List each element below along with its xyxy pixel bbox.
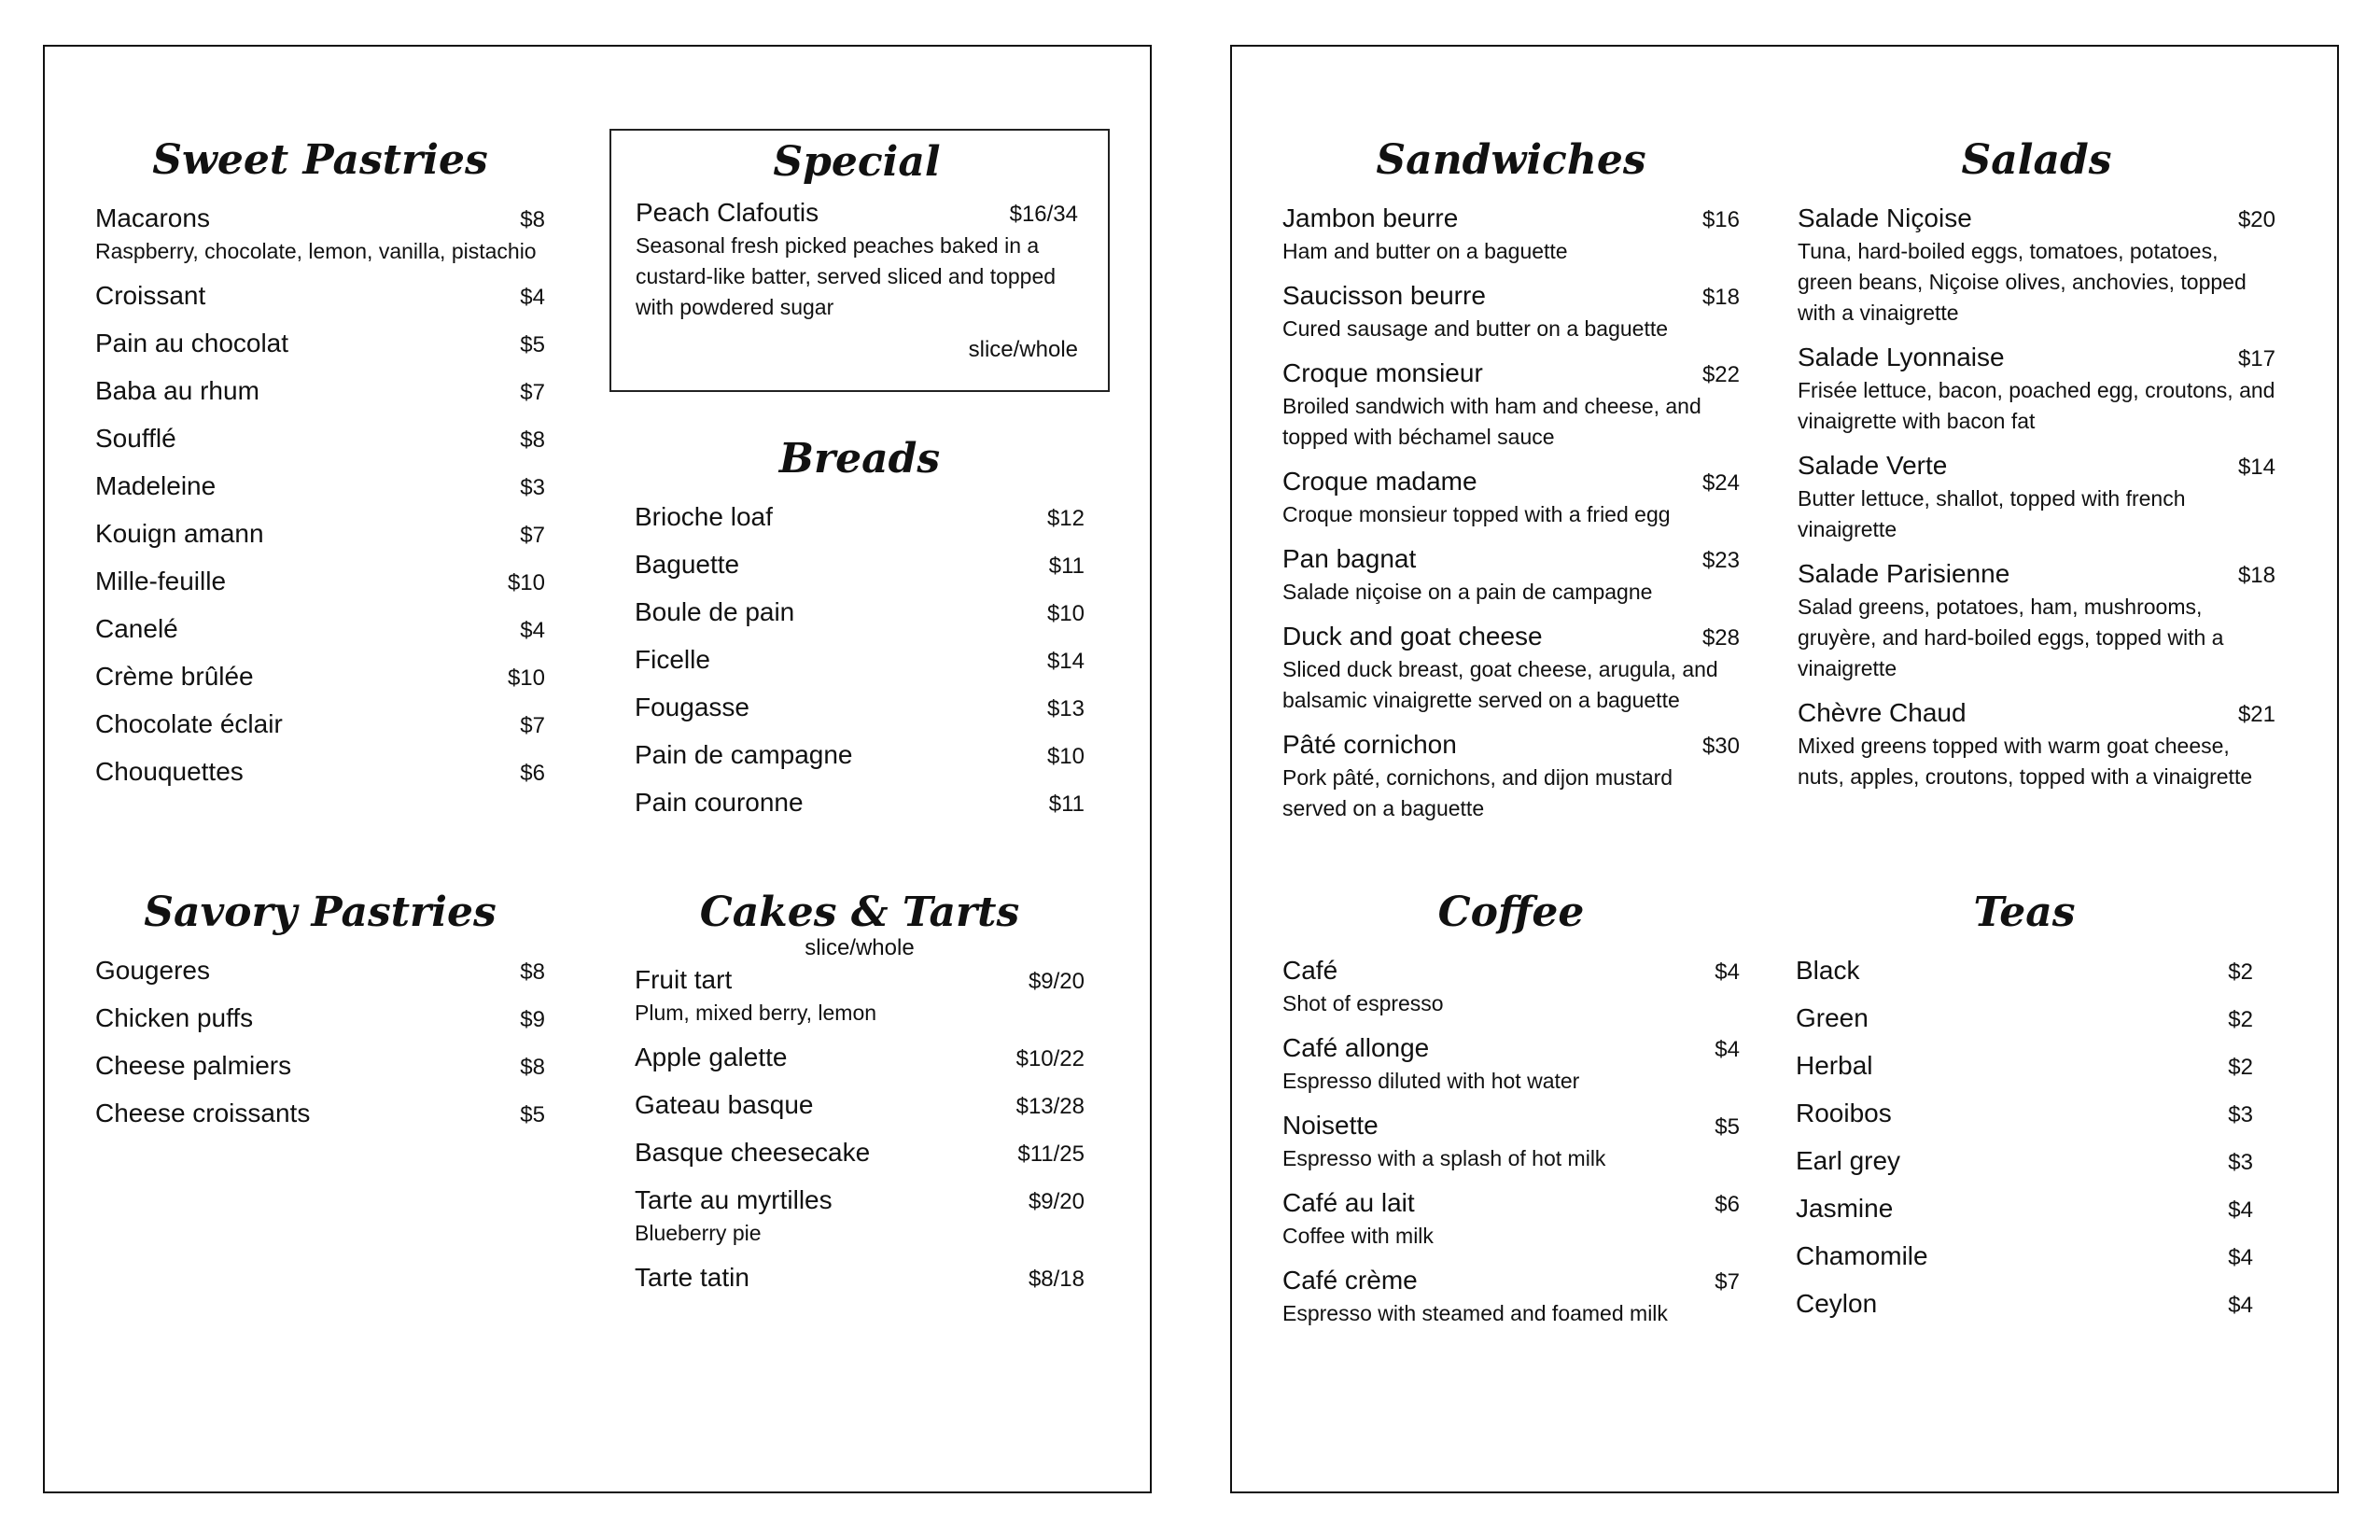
menu-item-name: Pain de campagne [635,740,853,769]
menu-item-name: Pâté cornichon [1282,730,1457,759]
menu-item [635,1041,1085,1076]
menu-item [635,595,1085,631]
menu-item [95,1097,545,1132]
item-list [635,963,1085,1296]
section-special [609,129,1110,392]
menu-item [1796,1049,2253,1085]
menu-item-price: $8/18 [1028,1267,1085,1292]
menu-item [1796,1144,2253,1180]
menu-item-price: $2 [2228,959,2253,985]
menu-item-name: Pain au chocolat [95,329,289,357]
menu-item [1282,202,1740,267]
menu-item [1796,1239,2253,1275]
item-list [1798,202,2275,792]
menu-item [635,786,1085,821]
menu-item-name: Soufflé [95,424,176,453]
menu-item-row [95,612,545,648]
menu-item [95,954,545,989]
menu-item-name: Basque cheesecake [635,1138,871,1167]
menu-item-name: Crème brûlée [95,662,254,691]
menu-item-row [95,755,545,791]
menu-item-name: Chouquettes [95,757,244,786]
menu-item [1796,1192,2253,1227]
menu-item-row [1282,1109,1740,1144]
menu-item [95,374,545,410]
menu-item-price: $12 [1046,506,1085,531]
menu-item-name: Rooibos [1796,1099,1892,1127]
menu-item-description: Shot of espresso [1282,991,1444,1015]
menu-item-price: $23 [1701,548,1740,573]
menu-item-description: Espresso diluted with hot water [1282,1069,1580,1093]
menu-item-description: Frisée lettuce, bacon, poached egg, croutons, and vinaigrette with bacon fat [1798,378,2275,433]
menu-item-description: Cured sausage and butter on a baguette [1282,316,1669,341]
menu-item-price: $18 [2237,563,2275,588]
menu-item-price: $8 [520,427,545,453]
menu-item [95,469,545,505]
menu-item [1798,202,2275,329]
menu-item-description: Coffee with milk [1282,1224,1434,1248]
menu-item-price: $4 [2228,1245,2253,1270]
menu-item [1796,1001,2253,1037]
item-list [1282,202,1740,824]
menu-item-row [95,327,545,362]
menu-item-name: Peach Clafoutis [636,198,819,227]
menu-item-row [635,1136,1085,1171]
menu-item-name: Chicken puffs [95,1003,254,1032]
menu-item-name: Café allonge [1282,1033,1430,1062]
menu-item-price: $4 [2228,1197,2253,1223]
menu-item-name: Jasmine [1796,1194,1894,1223]
menu-item-price: $10 [507,665,545,691]
menu-item-name: Baguette [635,550,740,579]
menu-item-description: Mixed greens topped with warm goat cheese, nuts, apples, croutons, topped with a vinaigrette [1798,734,2253,789]
section-coffee [1282,889,1740,1341]
menu-item-name: Brioche loaf [635,502,773,531]
menu-item [1282,1264,1740,1329]
menu-item [635,738,1085,774]
menu-item-row [1282,465,1740,500]
menu-item-price: $18 [1701,285,1740,310]
menu-item-price: $3 [2228,1102,2253,1127]
menu-item [635,1261,1085,1296]
menu-item [1282,1186,1740,1252]
menu-item-row [1282,1031,1740,1067]
menu-item [1282,1109,1740,1174]
menu-item-row [1798,696,2275,732]
menu-item-row [95,279,545,315]
menu-item-price: $8 [520,1055,545,1080]
menu-item-price: $10/22 [1015,1046,1085,1071]
menu-item-name: Croque madame [1282,467,1477,496]
menu-item-name: Pain couronne [635,788,804,817]
item-list [1796,954,2253,1323]
menu-item-price: $7 [520,523,545,548]
menu-item-row [1282,279,1740,315]
menu-item [1282,954,1740,1019]
menu-item-row [635,1041,1085,1076]
menu-item-price: $7 [520,713,545,738]
menu-item-row [1282,620,1740,655]
menu-item-row [1798,341,2275,376]
menu-item-price: $13/28 [1015,1094,1085,1119]
menu-item [635,1183,1085,1249]
menu-item-price: $5 [520,332,545,357]
menu-item-row [1796,954,2253,989]
menu-item [1282,279,1740,344]
item-list [95,202,545,791]
menu-item-name: Ficelle [635,645,710,674]
menu-page-right [1230,45,2339,1493]
menu-item-name: Tarte au myrtilles [635,1185,833,1214]
section-savory-pastries [95,889,545,1144]
menu-item [1282,542,1740,608]
menu-item [95,202,545,267]
menu-item-name: Salade Niçoise [1798,203,1972,232]
menu-item-price: $9/20 [1028,969,1085,994]
section-salads [1798,136,2275,805]
section-title: Teas [1973,889,2076,936]
menu-item-description: Ham and butter on a baguette [1282,239,1568,263]
menu-item-name: Duck and goat cheese [1282,622,1543,651]
menu-item-price: $28 [1701,625,1740,651]
menu-item-name: Apple galette [635,1043,788,1071]
menu-item [1798,696,2275,792]
menu-item-name: Chocolate éclair [95,709,283,738]
menu-item-row [635,500,1085,536]
section-title: Coffee [1437,889,1585,936]
menu-item-price: $3 [2228,1150,2253,1175]
menu-item-row [95,660,545,695]
menu-item-row [1796,1049,2253,1085]
menu-item-name: Gougeres [95,956,210,985]
menu-item-price: $16 [1701,207,1740,232]
menu-item-price: $3 [520,475,545,500]
menu-item-row [636,196,1078,231]
menu-item-price: $11 [1048,553,1085,579]
menu-item-description: Pork pâté, cornichons, and dijon mustard served on a baguette [1282,765,1673,820]
menu-item-name: Salade Verte [1798,451,1948,480]
menu-item-row [1282,954,1740,989]
menu-item-name: Salade Lyonnaise [1798,343,2005,371]
menu-item-row [1282,542,1740,578]
menu-item [95,517,545,553]
menu-item [95,755,545,791]
menu-item-row [1798,557,2275,593]
menu-item-row [1796,1001,2253,1037]
menu-item-name: Gateau basque [635,1090,814,1119]
item-list [95,954,545,1132]
menu-item-name: Chamomile [1796,1241,1928,1270]
menu-item-row [635,963,1085,999]
menu-item-price: $2 [2228,1055,2253,1080]
menu-item-price: $11 [1048,791,1085,817]
menu-item-row [1282,202,1740,237]
menu-item-row [1796,1097,2253,1132]
menu-item-name: Kouign amann [95,519,264,548]
menu-page-left [43,45,1152,1493]
menu-item-description: Croque monsieur topped with a fried egg [1282,502,1671,526]
menu-item-row [1796,1144,2253,1180]
menu-item-description: Espresso with steamed and foamed milk [1282,1301,1668,1325]
menu-item-row [95,565,545,600]
menu-item-name: Café crème [1282,1266,1418,1295]
menu-item-name: Fruit tart [635,965,733,994]
menu-item [95,1001,545,1037]
menu-item [95,660,545,695]
special-footnote: slice/whole [968,337,1078,362]
menu-item-price: $10 [507,570,545,595]
menu-item-name: Canelé [95,614,178,643]
menu-item-row [635,1261,1085,1296]
menu-item [1798,341,2275,437]
menu-item-price: $24 [1701,470,1740,496]
menu-item-price: $8 [520,207,545,232]
section-title: Salads [1961,136,2112,184]
menu-item-row [1282,1264,1740,1299]
menu-item [1798,449,2275,545]
menu-item-price: $6 [1715,1192,1740,1217]
section-title: Sweet Pastries [152,136,488,184]
menu-item-price: $22 [1701,362,1740,387]
menu-item-row [95,422,545,457]
menu-item-name: Ceylon [1796,1289,1878,1318]
menu-item-price: $9/20 [1028,1189,1085,1214]
menu-item-row [1282,357,1740,392]
menu-item-description: Blueberry pie [635,1221,762,1245]
menu-item-price: $7 [520,380,545,405]
menu-item [1798,557,2275,684]
menu-item [635,1088,1085,1124]
menu-item [95,327,545,362]
menu-item-name: Cheese palmiers [95,1051,292,1080]
menu-item-row [95,469,545,505]
menu-item [1796,1287,2253,1323]
menu-item-name: Café [1282,956,1338,985]
menu-item-row [635,548,1085,583]
menu-item [1282,620,1740,716]
menu-item-description: Plum, mixed berry, lemon [635,1001,877,1025]
menu-item-row [635,786,1085,821]
menu-item-row [95,1001,545,1037]
item-list [1282,954,1740,1329]
menu-item-name: Earl grey [1796,1146,1901,1175]
menu-item-price: $14 [1046,649,1085,674]
menu-item-price: $16/34 [1009,202,1078,227]
menu-item-price: $7 [1715,1269,1740,1295]
menu-item [95,422,545,457]
menu-item-name: Black [1796,956,1860,985]
menu-item-row [635,595,1085,631]
menu-item-row [1796,1192,2253,1227]
menu-item [636,196,1078,323]
menu-item-name: Boule de pain [635,597,795,626]
menu-item-row [1798,202,2275,237]
menu-item [95,565,545,600]
menu-item-row [635,691,1085,726]
menu-item [635,548,1085,583]
menu-item [95,279,545,315]
menu-item-name: Green [1796,1003,1869,1032]
menu-item-description: Tuna, hard-boiled eggs, tomatoes, potatoes, green beans, Niçoise olives, anchovies, topped with a vinaigrette [1798,239,2247,325]
menu-item-name: Baba au rhum [95,376,259,405]
menu-item-price: $11/25 [1017,1141,1085,1167]
menu-item-price: $14 [2237,455,2275,480]
menu-item-description: Butter lettuce, shallot, topped with french vinaigrette [1798,486,2186,541]
menu-item [635,963,1085,1029]
menu-item-name: Macarons [95,203,210,232]
section-title: Special [773,138,941,186]
menu-item-row [1796,1287,2253,1323]
section-subtitle: slice/whole [805,935,915,960]
menu-item-name: Cheese croissants [95,1099,311,1127]
menu-item-description: Salad greens, potatoes, ham, mushrooms, gruyère, and hard-boiled eggs, topped with a vinaigrette [1798,595,2224,680]
menu-item-price: $30 [1701,734,1740,759]
menu-item-name: Chèvre Chaud [1798,698,1967,727]
section-sandwiches [1282,136,1740,836]
menu-item-row [95,1097,545,1132]
menu-item [635,643,1085,679]
section-breads [635,435,1085,833]
menu-item-price: $10 [1046,744,1085,769]
menu-item-name: Madeleine [95,471,217,500]
menu-item-row [635,738,1085,774]
menu-item-price: $10 [1046,601,1085,626]
section-cakes-tarts [635,889,1085,1309]
menu-item-row [1798,449,2275,484]
menu-item-price: $4 [520,285,545,310]
menu-item-name: Croque monsieur [1282,358,1483,387]
menu-item [635,1136,1085,1171]
section-title: Cakes & Tarts [699,889,1020,936]
menu-item-price: $5 [520,1102,545,1127]
menu-item [1796,1097,2253,1132]
section-title: Savory Pastries [144,889,497,936]
menu-item-row [635,643,1085,679]
menu-item [95,1049,545,1085]
menu-item-description: Espresso with a splash of hot milk [1282,1146,1606,1170]
menu-item-name: Jambon beurre [1282,203,1459,232]
menu-item [635,691,1085,726]
menu-item [1282,1031,1740,1097]
menu-item-row [95,954,545,989]
menu-item-name: Pan bagnat [1282,544,1417,573]
menu-item-name: Fougasse [635,693,749,721]
menu-item-description: Salade niçoise on a pain de campagne [1282,580,1653,604]
menu-item-price: $4 [1715,1037,1740,1062]
menu-item-row [1282,1186,1740,1222]
menu-item-price: $4 [520,618,545,643]
menu-item-price: $13 [1046,696,1085,721]
menu-item-name: Noisette [1282,1111,1379,1140]
menu-item-name: Tarte tatin [635,1263,749,1292]
menu-item [95,612,545,648]
menu-item [95,707,545,743]
menu-item-name: Croissant [95,281,206,310]
menu-item-row [95,517,545,553]
menu-item [1796,954,2253,989]
section-teas [1796,889,2253,1335]
menu-item-description: Broiled sandwich with ham and cheese, and topped with béchamel sauce [1282,394,1701,449]
item-list [635,500,1085,821]
menu-item-description: Raspberry, chocolate, lemon, vanilla, pistachio [95,239,537,263]
menu-item-description: Sliced duck breast, goat cheese, arugula, and balsamic vinaigrette served on a baguette [1282,657,1718,712]
menu-item-price: $20 [2237,207,2275,232]
menu-item-price: $2 [2228,1007,2253,1032]
menu-item [1282,465,1740,530]
menu-item-row [95,707,545,743]
menu-item-description: Seasonal fresh picked peaches baked in a custard-like batter, served sliced and topped with powdered sugar [636,233,1057,319]
menu-item-row [1282,728,1740,763]
item-list [636,196,1078,323]
menu-item-name: Salade Parisienne [1798,559,2010,588]
menu-item [1282,357,1740,453]
menu-item [635,500,1085,536]
menu-item-price: $6 [520,761,545,786]
section-title: Sandwiches [1376,136,1646,184]
menu-item-row [635,1088,1085,1124]
menu-item-row [95,374,545,410]
menu-item-row [1796,1239,2253,1275]
menu-item-price: $21 [2237,702,2275,727]
menu-item-name: Mille-feuille [95,567,227,595]
menu-item-price: $9 [520,1007,545,1032]
menu-item-row [95,202,545,237]
menu-item [1282,728,1740,824]
menu-item-name: Café au lait [1282,1188,1415,1217]
menu-item-name: Saucisson beurre [1282,281,1486,310]
menu-item-price: $5 [1715,1114,1740,1140]
menu-item-name: Herbal [1796,1051,1873,1080]
menu-item-price: $8 [520,959,545,985]
menu-item-row [635,1183,1085,1219]
menu-item-row [95,1049,545,1085]
menu-item-price: $17 [2237,346,2275,371]
section-sweet-pastries [95,136,545,803]
menu-item-price: $4 [1715,959,1740,985]
section-title: Breads [778,435,941,483]
menu-item-price: $4 [2228,1293,2253,1318]
